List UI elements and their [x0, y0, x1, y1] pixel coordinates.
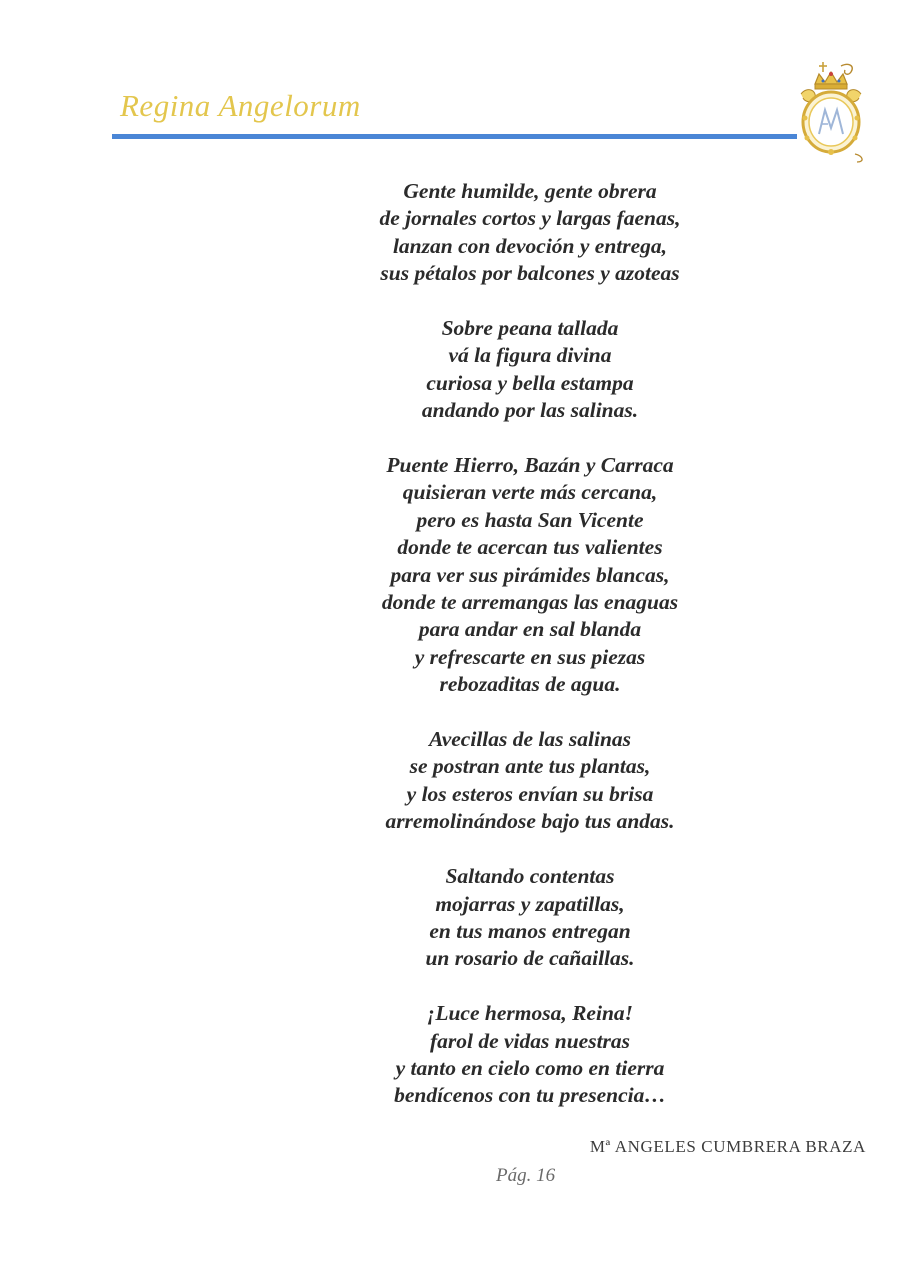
header-divider: [112, 134, 797, 139]
stanza: [330, 315, 730, 425]
poem-line: y refrescarte en sus piezas: [414, 644, 646, 669]
stanza: [330, 178, 730, 288]
poem-line: curiosa y bella estampa: [426, 370, 634, 395]
poem-line: andando por las salinas.: [421, 398, 639, 423]
poem-line: Avecillas de las salinas: [428, 727, 632, 752]
page-number: Pág. 16: [496, 1165, 556, 1186]
stanza: [330, 726, 730, 836]
poem-line: farol de vidas nuestras: [429, 1028, 631, 1053]
poem-line: Saltando contentas: [445, 864, 615, 889]
poem-line: y tanto en cielo como en tierra: [395, 1055, 665, 1080]
poem-line: lanzan con devoción y entrega,: [392, 233, 668, 258]
poem-line: de jornales cortos y largas faenas,: [379, 206, 681, 231]
stanza: [330, 452, 730, 699]
poem-line: y los esteros envían su brisa: [406, 781, 654, 806]
poem-line: Gente humilde, gente obrera: [403, 179, 657, 203]
poem-line: rebozaditas de agua.: [439, 672, 621, 697]
stanza: [330, 1000, 730, 1110]
poem-line: donde te acercan tus valientes: [397, 535, 663, 560]
poem-line: bendícenos con tu presencia…: [394, 1083, 666, 1108]
poem-line: Puente Hierro, Bazán y Carraca: [386, 453, 674, 478]
poem-line: Sobre peana tallada: [441, 316, 619, 341]
poem-line: quisieran verte más cercana,: [402, 480, 658, 505]
poem-line: mojarras y zapatillas,: [435, 891, 625, 916]
stanza: [330, 863, 730, 973]
poem-line: para andar en sal blanda: [418, 617, 642, 642]
poem-line: en tus manos entregan: [429, 918, 631, 943]
poem-line: ¡Luce hermosa, Reina!: [426, 1001, 634, 1026]
poem-line: donde te arremangas las enaguas: [381, 590, 679, 615]
poem-line: arremolinándose bajo tus andas.: [385, 809, 675, 834]
poem-line: se postran ante tus plantas,: [409, 754, 651, 779]
poem: [330, 178, 730, 1110]
poem-line: sus pétalos por balcones y azoteas: [380, 261, 680, 286]
poem-line: vá la figura divina: [448, 343, 612, 368]
author-signature: Mª ANGELES CUMBRERA BRAZA: [589, 1137, 866, 1156]
poem-line: para ver sus pirámides blancas,: [390, 562, 670, 587]
poem-line: pero es hasta San Vicente: [416, 507, 644, 532]
header-title: Regina Angelorum: [120, 88, 361, 123]
poem-line: un rosario de cañaillas.: [425, 946, 635, 971]
crowned-monogram-emblem-icon: [793, 60, 875, 164]
